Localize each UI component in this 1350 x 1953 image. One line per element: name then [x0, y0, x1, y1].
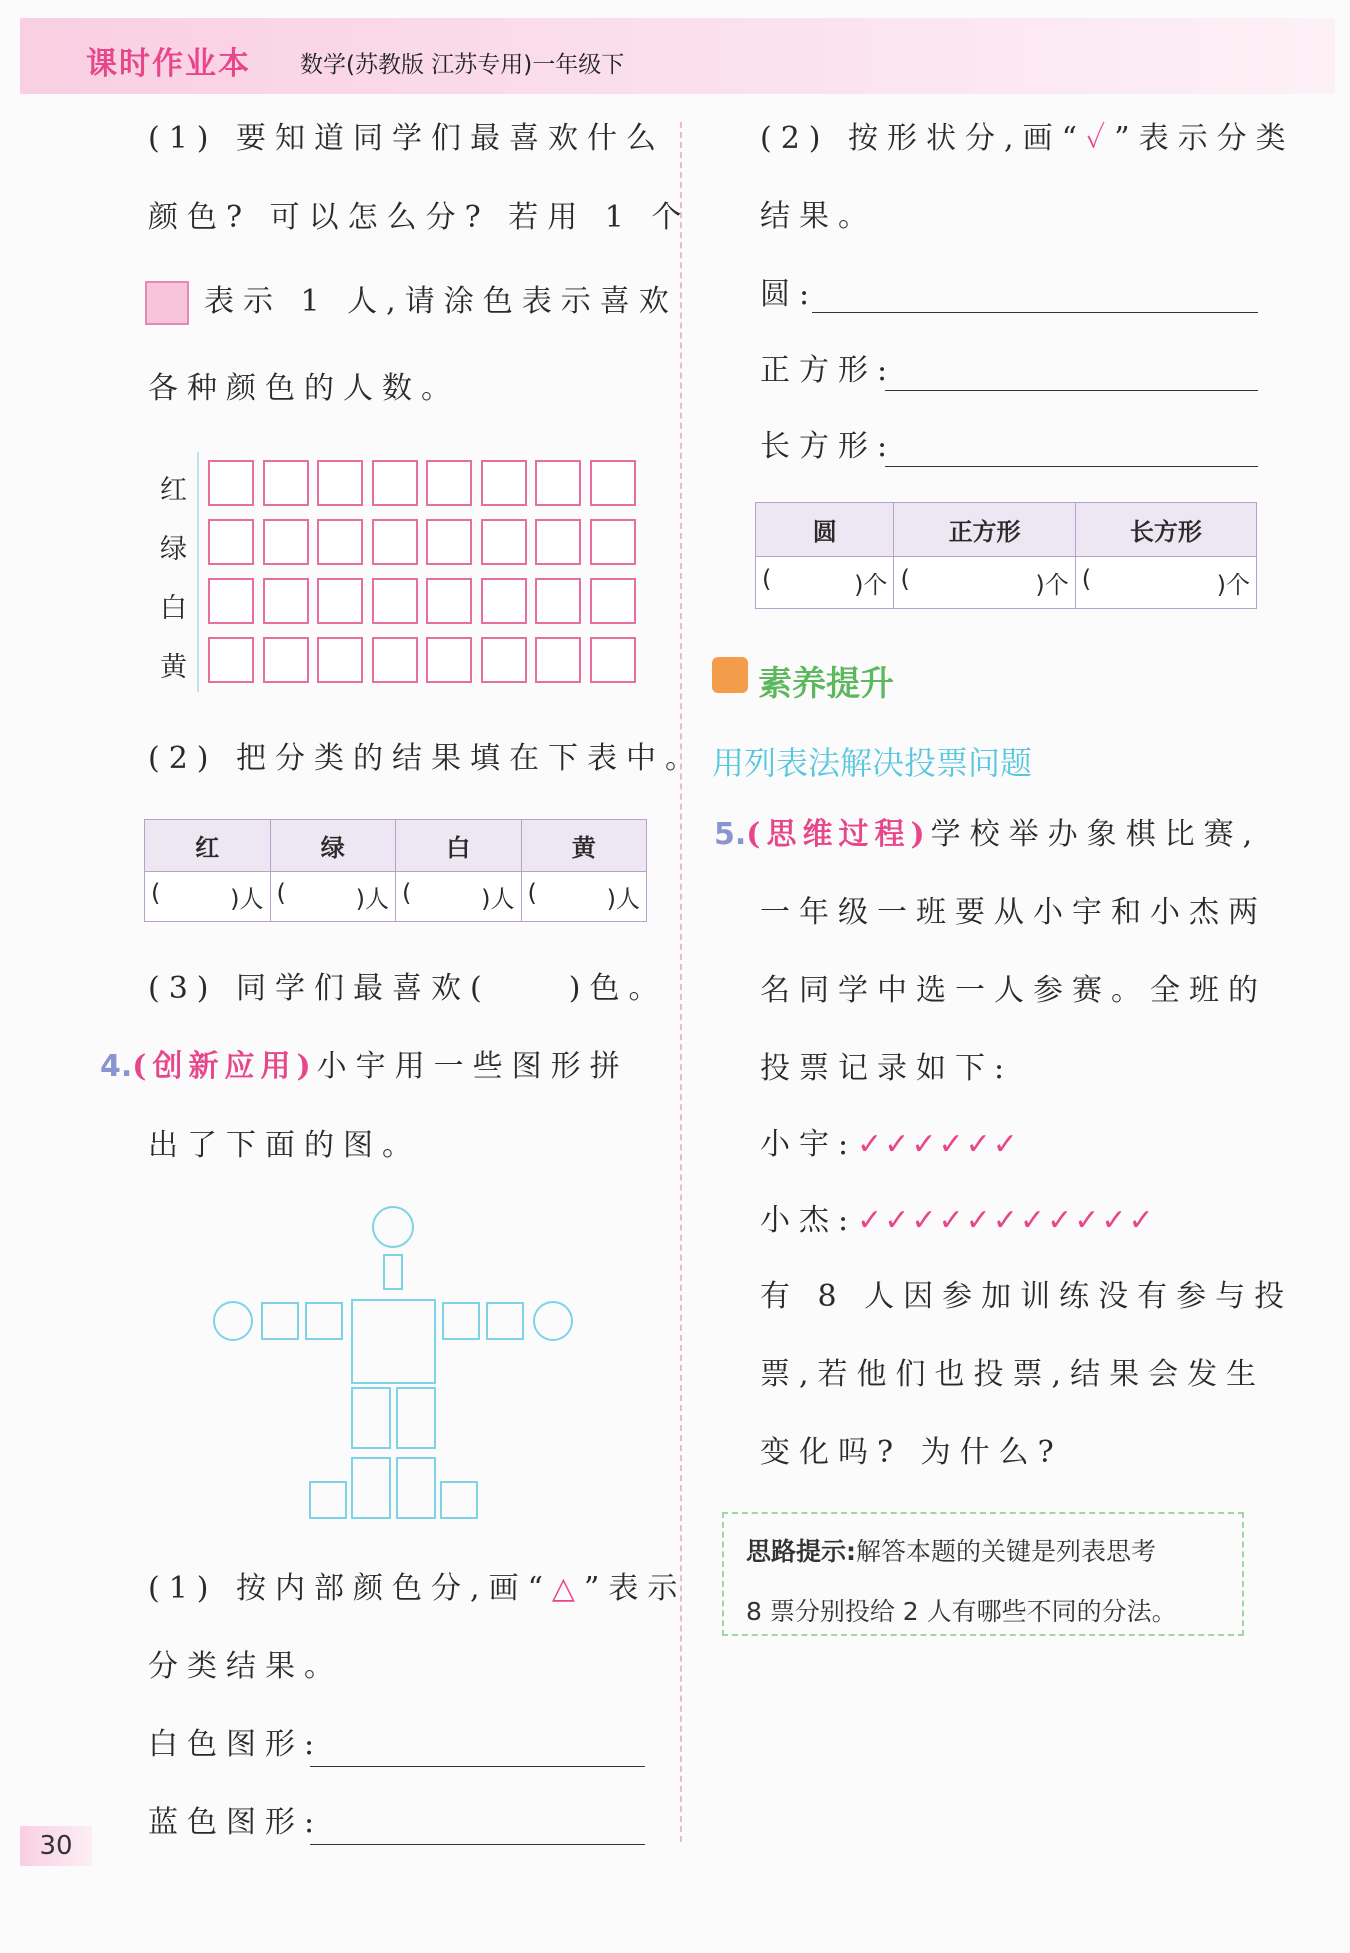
q5-line1: 学校举办象棋比赛, [930, 817, 1262, 852]
rect-answer-line[interactable] [885, 466, 1258, 467]
upper-leg-rect [397, 1388, 435, 1448]
grid-cell[interactable] [317, 460, 363, 506]
grid-cell[interactable] [263, 637, 309, 683]
table-header: 正方形 [894, 503, 1075, 557]
grid-cell[interactable] [208, 578, 254, 624]
lower-leg-rect [352, 1458, 390, 1518]
q4-part2-line2: 结果。 [760, 199, 877, 234]
square-label: 正方形: [760, 353, 897, 388]
grid-row-label: 红 [160, 475, 187, 506]
hint-label: 思路提示: [746, 1537, 856, 1566]
q3-part1-line3: 表示 1 人,请涂色表示喜欢 [204, 284, 678, 319]
blank-open: ( [900, 565, 910, 593]
lower-leg-rect [397, 1458, 435, 1518]
triangle-icon: △ [551, 1571, 584, 1606]
hint-text1: 解答本题的关键是列表思考 [856, 1537, 1157, 1566]
left-arm-square [306, 1303, 342, 1339]
grid-cell[interactable] [317, 519, 363, 565]
xiaojie-check-icons: ✓✓✓✓✓✓✓✓✓✓✓ [857, 1203, 1156, 1238]
question-number: 4. [100, 1049, 133, 1084]
blank-open: ( [527, 879, 537, 907]
blank-unit: )人 [355, 885, 389, 913]
grid-cell[interactable] [372, 578, 418, 624]
grid-cell[interactable] [263, 519, 309, 565]
q4-line2: 出了下面的图。 [148, 1128, 421, 1163]
neck-rect [384, 1255, 402, 1289]
xiaoyu-label: 小宇: [760, 1127, 858, 1162]
table-header: 圆 [756, 503, 894, 557]
grid-cell[interactable] [263, 578, 309, 624]
table-blank-cell[interactable] [270, 872, 396, 922]
q5-line2: 一年级一班要从小宇和小杰两 [760, 895, 1267, 930]
question-tag: (创新应用) [132, 1049, 317, 1084]
q3-result-table [144, 819, 647, 922]
grid-cell[interactable] [426, 578, 472, 624]
q4-part1-text: (1) 按内部颜色分,画“ [148, 1571, 552, 1606]
brand-title: 课时作业本 [86, 46, 251, 82]
grid-cell[interactable] [481, 460, 527, 506]
q5-line6: 票,若他们也投票,结果会发生 [760, 1357, 1266, 1392]
hint-line1 [746, 1532, 1156, 1568]
q4-part2-text: (2) 按形状分,画“ [760, 121, 1086, 156]
q4-part2-text-end: ”表示分类 [1114, 121, 1295, 156]
grid-cell[interactable] [590, 460, 636, 506]
table-header: 白 [396, 820, 522, 872]
check-icon: ✓ [1085, 121, 1115, 156]
book-subtitle: 数学(苏教版 江苏专用)一年级下 [300, 52, 625, 78]
table-header: 黄 [521, 820, 647, 872]
q4-part2-line1 [760, 121, 1295, 156]
blank-open: ( [762, 565, 772, 593]
question-number: 5. [714, 817, 747, 852]
blank-unit: )个 [1216, 571, 1250, 599]
grid-cell[interactable] [426, 519, 472, 565]
table-header: 长方形 [1075, 503, 1256, 557]
table-blank-cell[interactable] [521, 872, 647, 922]
right-foot-square [441, 1482, 477, 1518]
blue-shapes-label: 蓝色图形: [148, 1805, 324, 1840]
q5-line7: 变化吗? 为什么? [760, 1435, 1063, 1470]
table-blank-cell[interactable] [145, 872, 271, 922]
head-circle-icon [373, 1207, 413, 1247]
q3-part1-line2: 颜色? 可以怎么分? 若用 1 个 [148, 200, 691, 235]
white-shapes-label: 白色图形: [148, 1727, 324, 1762]
grid-cell[interactable] [372, 637, 418, 683]
grid-cell[interactable] [481, 578, 527, 624]
xiaoyu-votes-row [760, 1127, 1020, 1162]
body-square [352, 1300, 435, 1383]
blank-unit: )人 [481, 885, 515, 913]
right-arm-square [443, 1303, 479, 1339]
left-foot-square [310, 1482, 346, 1518]
grid-cell[interactable] [263, 460, 309, 506]
xiaojie-label: 小杰: [760, 1203, 858, 1238]
left-arm-square [262, 1303, 298, 1339]
table-blank-cell[interactable] [1075, 557, 1256, 609]
table-header: 红 [145, 820, 271, 872]
xiaojie-votes-row [760, 1203, 1156, 1238]
table-header: 绿 [270, 820, 396, 872]
blank-open: ( [276, 879, 286, 907]
grid-cell[interactable] [208, 460, 254, 506]
page-number: 30 [20, 1826, 92, 1866]
grid-cell[interactable] [317, 637, 363, 683]
upper-leg-rect [352, 1388, 390, 1448]
blank-open: ( [1081, 565, 1092, 593]
q4-intro [100, 1049, 629, 1084]
table-blank-cell[interactable] [894, 557, 1075, 609]
circle-answer-line[interactable] [812, 312, 1258, 313]
blank-unit: )个 [854, 571, 888, 599]
q5-line4: 投票记录如下: [760, 1051, 1014, 1086]
hint-text2: 8 票分别投给 2 人有哪些不同的分法。 [746, 1597, 1177, 1626]
grid-cell[interactable] [481, 637, 527, 683]
q4-line1: 小宇用一些图形拼 [316, 1049, 629, 1084]
q4-part1-line1 [148, 1571, 687, 1606]
section-badge-icon [712, 657, 748, 693]
q4-part1-line2: 分类结果。 [148, 1649, 343, 1684]
grid-row-label: 绿 [160, 534, 187, 565]
right-hand-circle-icon [534, 1302, 572, 1340]
grid-row-label: 黄 [160, 652, 187, 683]
grid-cell[interactable] [590, 519, 636, 565]
xiaoyu-check-icons: ✓✓✓✓✓✓ [857, 1127, 1020, 1162]
color-swatch-icon [145, 281, 189, 325]
q5-line5: 有 8 人因参加训练没有参与投 [760, 1279, 1294, 1314]
grid-axis [197, 452, 199, 692]
grid-cell[interactable] [590, 578, 636, 624]
question-tag: (思维过程) [746, 817, 931, 852]
rect-label: 长方形: [760, 429, 897, 464]
blank-open: ( [151, 879, 161, 907]
q4-shape-table [755, 502, 1257, 609]
q3-part1-line1: (1) 要知道同学们最喜欢什么 [148, 121, 666, 156]
square-answer-line[interactable] [885, 390, 1258, 391]
robot-shape-figure [200, 1200, 590, 1530]
q3-part3: (3) 同学们最喜欢( )色。 [148, 971, 668, 1006]
blue-shapes-answer-line[interactable] [310, 1844, 645, 1845]
q4-part1-text-end: ”表示 [583, 1571, 687, 1606]
right-arm-square [487, 1303, 523, 1339]
blank-unit: )个 [1035, 571, 1069, 599]
blank-unit: )人 [606, 885, 640, 913]
q5-intro [714, 817, 1262, 852]
grid-cell[interactable] [481, 519, 527, 565]
q5-line3: 名同学中选一人参赛。全班的 [760, 973, 1267, 1008]
white-shapes-answer-line[interactable] [310, 1766, 645, 1767]
grid-cell[interactable] [208, 637, 254, 683]
grid-cell[interactable] [535, 637, 581, 683]
q3-part1-line4: 各种颜色的人数。 [148, 371, 460, 406]
grid-cell[interactable] [535, 519, 581, 565]
grid-row-label: 白 [160, 593, 187, 624]
grid-cell[interactable] [590, 637, 636, 683]
grid-cell[interactable] [372, 460, 418, 506]
grid-cell[interactable] [426, 637, 472, 683]
section-subtitle: 用列表法解决投票问题 [712, 744, 1033, 782]
grid-cell[interactable] [535, 578, 581, 624]
hint-box [722, 1512, 1244, 1636]
section-title: 素养提升 [758, 664, 894, 704]
grid-cell[interactable] [372, 519, 418, 565]
grid-cell[interactable] [317, 578, 363, 624]
circle-label: 圆: [760, 277, 819, 312]
grid-cell[interactable] [535, 460, 581, 506]
left-hand-circle-icon [214, 1302, 252, 1340]
blank-unit: )人 [230, 885, 264, 913]
blank-open: ( [402, 879, 412, 907]
grid-cell[interactable] [426, 460, 472, 506]
q3-part2: (2) 把分类的结果填在下表中。 [148, 741, 705, 776]
grid-cell[interactable] [208, 519, 254, 565]
table-blank-cell[interactable] [396, 872, 522, 922]
table-blank-cell[interactable] [756, 557, 894, 609]
